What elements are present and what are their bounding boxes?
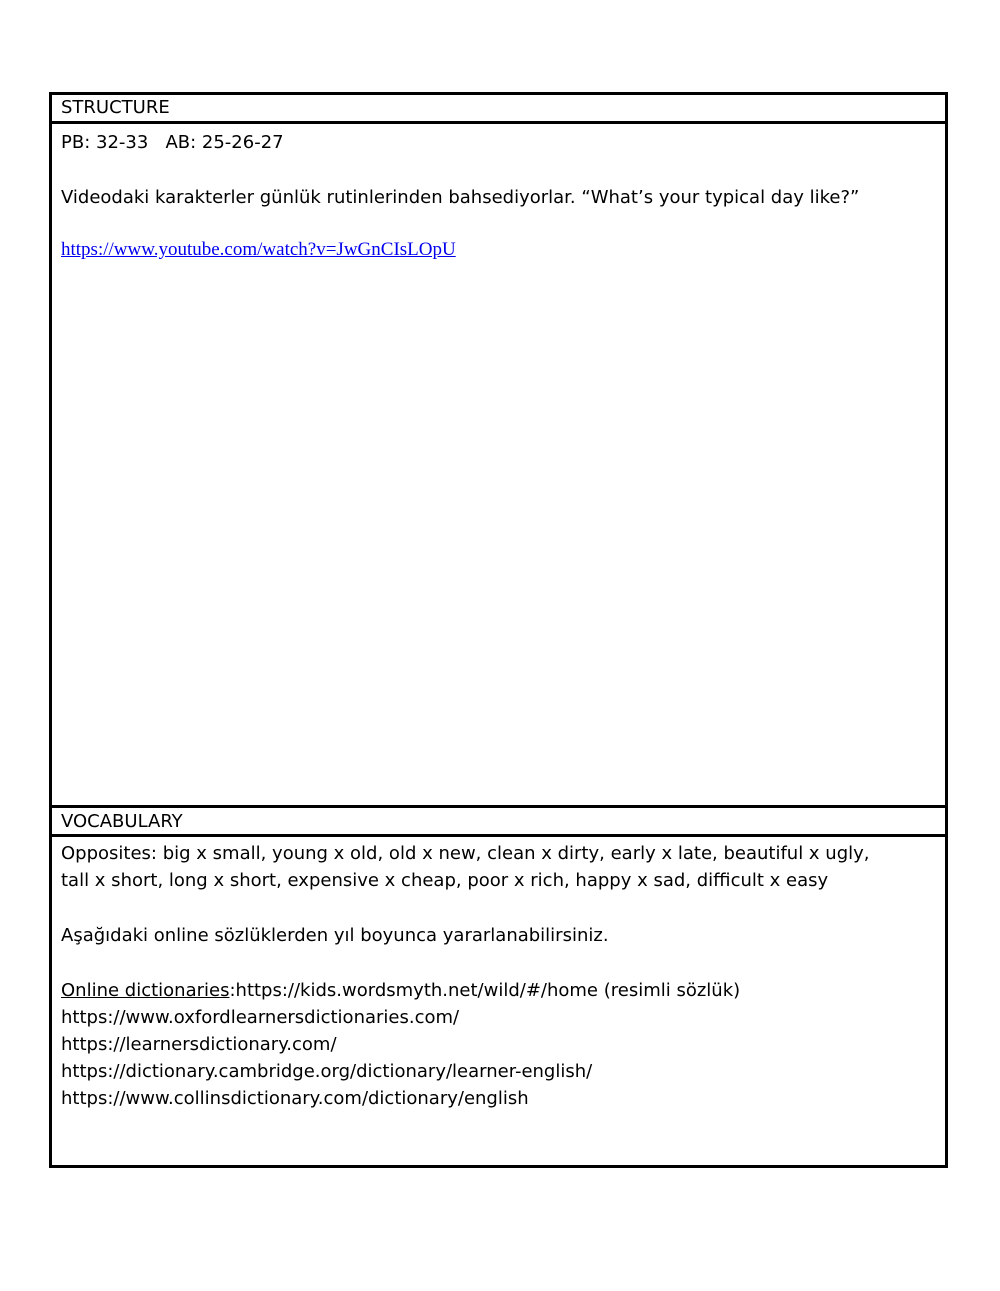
- structure-header: [52, 95, 945, 124]
- vocabulary-content: [61, 840, 936, 1112]
- opposites-line-2: tall x short, long x short, expensive x cheap, poor x rich, happy x sad, difficult x easy: [61, 870, 829, 891]
- cambridge-dictionary-link[interactable]: https://dictionary.cambridge.org/dictionary/learner-english/: [61, 1061, 593, 1082]
- spacer: [61, 894, 936, 922]
- oxford-dictionary-link[interactable]: https://www.oxfordlearnersdictionaries.com/: [61, 1007, 460, 1028]
- structure-pages: PB: 32-33 AB: 25-26-27: [61, 132, 284, 153]
- worksheet-table: [49, 92, 948, 1168]
- online-dictionaries-label: Online dictionaries: [61, 980, 230, 1001]
- spacer: [61, 211, 936, 239]
- structure-content: [61, 129, 936, 261]
- learners-dictionary-link[interactable]: https://learnersdictionary.com/: [61, 1034, 337, 1055]
- structure-title: STRUCTURE: [61, 97, 170, 118]
- vocabulary-title: VOCABULARY: [61, 811, 183, 832]
- collins-dictionary-link[interactable]: https://www.collinsdictionary.com/dictionary/english: [61, 1088, 529, 1109]
- opposites-line-1: Opposites: big x small, young x old, old x new, clean x dirty, early x late, beautiful x ugly,: [61, 843, 870, 864]
- dictionary-note: Aşağıdaki online sözlüklerden yıl boyunca yararlanabilirsiniz.: [61, 925, 609, 946]
- spacer: [61, 949, 936, 977]
- wordsmyth-dictionary-link[interactable]: :https://kids.wordsmyth.net/wild/#/home (resimli sözlük): [229, 980, 741, 1001]
- vocabulary-header: [52, 805, 945, 837]
- spacer: [61, 156, 936, 184]
- youtube-video-link[interactable]: https://www.youtube.com/watch?v=JwGnCIsLOpU: [61, 239, 456, 260]
- structure-description: Videodaki karakterler günlük rutinlerinden bahsediyorlar. “What’s your typical day like?”: [61, 187, 860, 208]
- online-dictionaries-line: [61, 977, 936, 1004]
